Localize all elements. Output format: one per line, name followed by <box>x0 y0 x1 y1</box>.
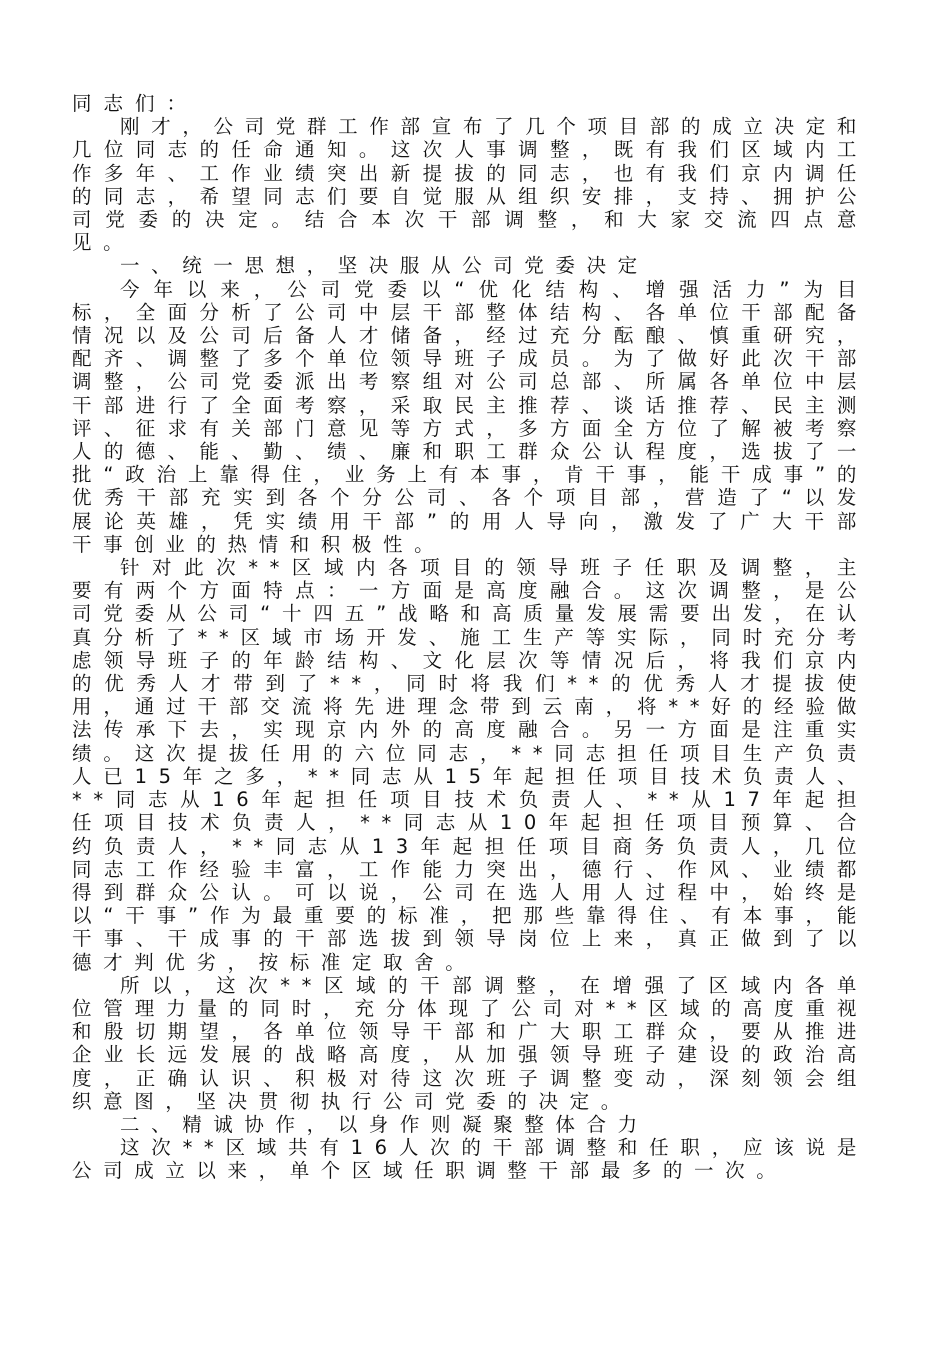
salutation: 同志们： <box>72 92 199 115</box>
document-page <box>72 92 868 1183</box>
body-paragraph: 这次**区域共有16人次的干部调整和任职，应该说是公司成立以来，单个区域任职调整干部最多的一次。 <box>72 1136 868 1183</box>
body-paragraph: 针对此次**区域内各项目的领导班子任职及调整，主要有两个方面特点：一方面是高度融合。这次调整，是公司党委从公司“十四五”战略和高质量发展需要出发，在认真分析了**区域市场开发、施工生产等实际，同时充分考虑领导班子的年龄结构、文化层次等情况后，将我们京内的优秀人才带到了**，同时将我们**的优秀人才提拔使用，通过干部交流将先进理念带到云南，将**好的经验做法传承下去，实现京内外的高度融合。另一方面是注重实绩。这次提拔任用的六位同志，**同志担任项目生产负责人已15年之多，**同志从15年起担任项目技术负责人、**同志从16年起担任项目技术负责人、**从17年起担任项目技术负责人，**同志从10年起担任项目预算、合约负责人，**同志从13年起担任项目商务负责人，几位同志工作经验丰富，工作能力突出，德行、作风、业绩都得到群众公认。可以说，公司在选人用人过程中，始终是以“干事”作为最重要的标准，把那些靠得住、有本事，能干事、干成事的干部选拔到领导岗位上来，真正做到了以德才判优劣，按标准定取舍。 <box>72 556 868 974</box>
body-paragraph: 今年以来，公司党委以“优化结构、增强活力”为目标，全面分析了公司中层干部整体结构、各单位干部配备情况以及公司后备人才储备，经过充分酝酿、慎重研究，配齐、调整了多个单位领导班子成员。为了做好此次干部调整，公司党委派出考察组对公司总部、所属各单位中层干部进行了全面考察，采取民主推荐、谈话推荐、民主测评、征求有关部门意见等方式，多方面全方位了解被考察人的德、能、勤、绩、廉和职工群众公认程度，选拔了一批“政治上靠得住，业务上有本事，肯干事，能干成事”的优秀干部充实到各个分公司、各个项目部，营造了“以发展论英雄，凭实绩用干部”的用人导向，激发了广大干部干事创业的热情和积极性。 <box>72 277 868 556</box>
body-paragraph: 所以，这次**区域的干部调整，在增强了区域内各单位管理力量的同时，充分体现了公司对**区域的高度重视和殷切期望，各单位领导干部和广大职工群众，要从推进企业长远发展的战略高度，从加强领导班子建设的政治高度，正确认识、积极对待这次班子调整变动，深刻领会组织意图，坚决贯彻执行公司党委的决定。 <box>72 973 868 1113</box>
section-heading: 二、精诚协作，以身作则凝聚整体合力 <box>120 1112 649 1136</box>
section-heading: 一、统一思想，坚决服从公司党委决定 <box>120 254 649 278</box>
body-paragraph: 刚才，公司党群工作部宣布了几个项目部的成立决定和几位同志的任命通知。这次人事调整，既有我们区域内工作多年、工作业绩突出新提拔的同志，也有我们京内调任的同志，希望同志们要自觉服从组织安排，支持、拥护公司党委的决定。结合本次干部调整，和大家交流四点意见。 <box>72 115 868 255</box>
